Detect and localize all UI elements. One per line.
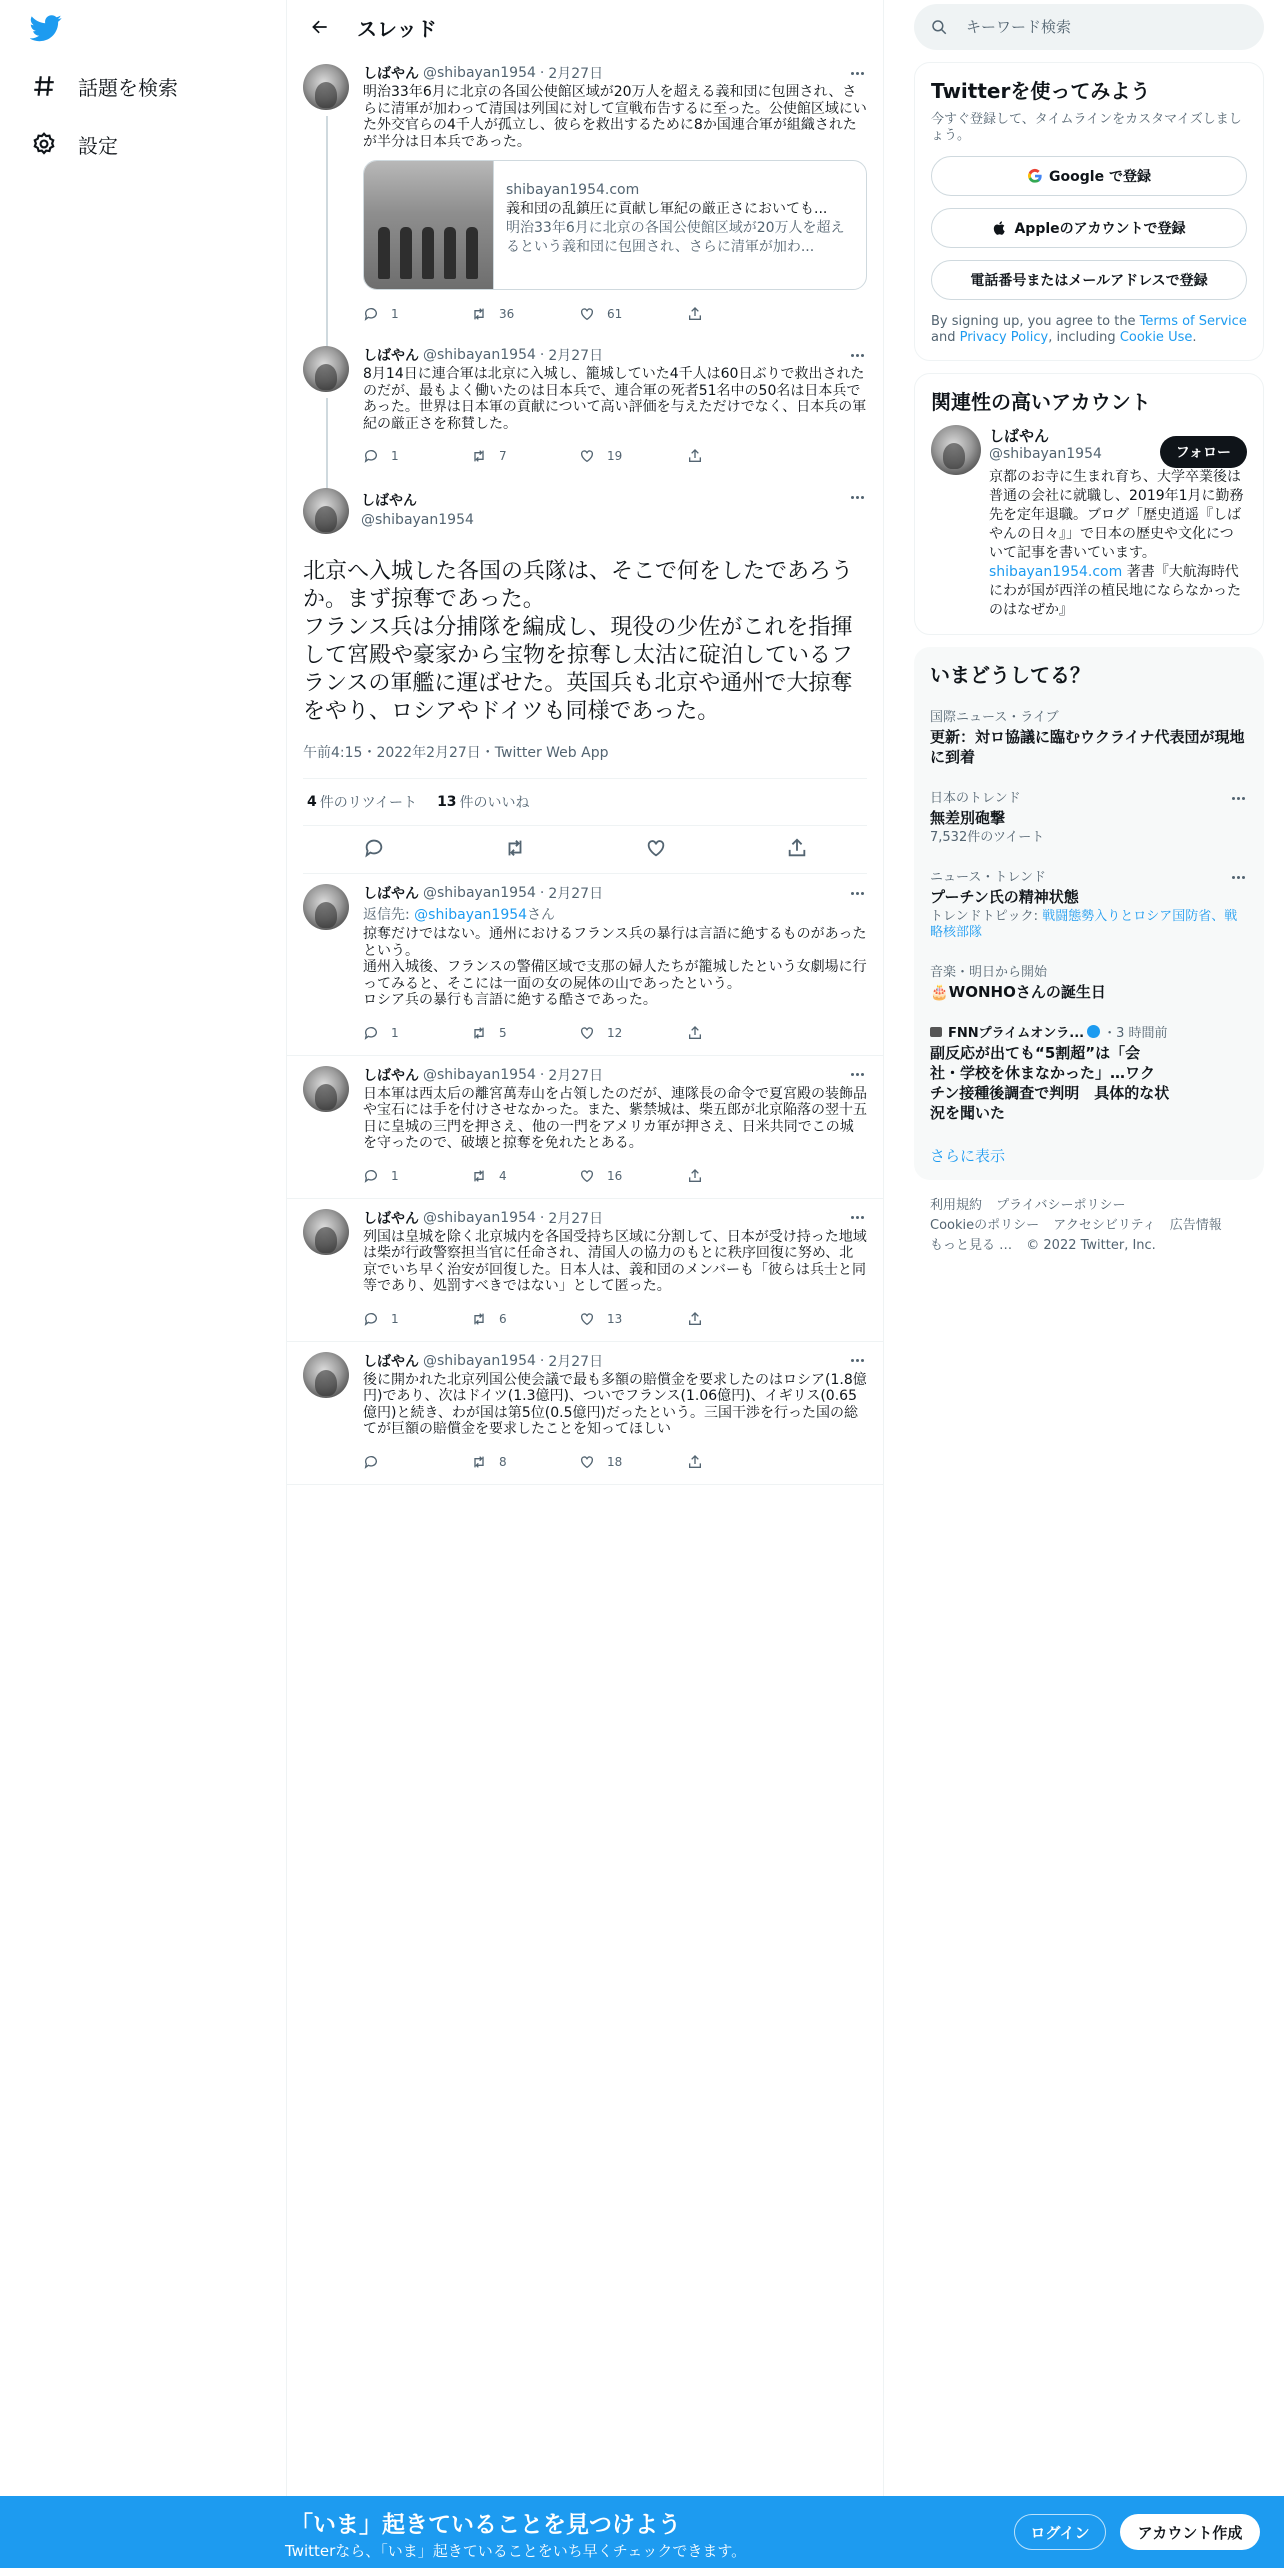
right-sidebar bbox=[914, 0, 1264, 1256]
heart-icon bbox=[579, 448, 595, 464]
share-button[interactable] bbox=[687, 1168, 717, 1184]
footer-link[interactable]: プライバシーポリシー bbox=[996, 1198, 1126, 1213]
footer-link[interactable]: 利用規約 bbox=[930, 1198, 983, 1213]
google-icon bbox=[1027, 168, 1043, 184]
reply-button[interactable] bbox=[363, 1168, 471, 1184]
avatar[interactable] bbox=[303, 1066, 349, 1112]
share-icon bbox=[687, 1025, 703, 1041]
page-title: スレッド bbox=[357, 16, 437, 41]
tweet-text: 明治33年6月に北京の各国公使館区域が20万人を超える義和団に包囲され、さらに清軍が加わって清国は列国に対して宣戦布告するに至った。公使館区域にいた外交官らの4千人が孤立し、彼らを救出するために8か国連合軍が組織されたが半分は日本兵であった。 bbox=[363, 84, 867, 150]
author-name[interactable]: しばやん bbox=[363, 886, 419, 902]
more-options-icon[interactable] bbox=[847, 1066, 867, 1084]
footer-link[interactable]: 広告情報 bbox=[1169, 1218, 1222, 1233]
nav-explore-label: 話題を検索 bbox=[78, 75, 178, 100]
tweet-date[interactable]: 2月27日 bbox=[548, 348, 604, 364]
more-options-icon[interactable] bbox=[847, 488, 867, 506]
fnn-logo-icon bbox=[930, 1027, 942, 1037]
tweet-timestamp[interactable]: 午前4:15・2022年2月27日・Twitter Web App bbox=[303, 745, 609, 761]
like-button[interactable] bbox=[579, 1454, 687, 1470]
card-thumbnail bbox=[364, 161, 494, 290]
apple-signup-button[interactable] bbox=[931, 208, 1247, 248]
share-icon bbox=[687, 1454, 703, 1470]
avatar[interactable] bbox=[303, 488, 349, 534]
thread-line bbox=[326, 116, 328, 348]
tweet-date[interactable]: 2月27日 bbox=[548, 1210, 604, 1227]
twitter-bird-icon[interactable] bbox=[30, 12, 66, 48]
retweet-button[interactable] bbox=[471, 1168, 579, 1184]
share-button[interactable] bbox=[687, 306, 717, 322]
retweet-icon bbox=[471, 1454, 487, 1470]
account-bio: 京都のお寺に生まれ育ち、大学卒業後は普通の会社に就職し、2019年1月に勤務先を定年退職。ブログ「歴史逍遥『しばやんの日々』」で日本の歴史や文化について記事を書いています。shibayan1954.com 著書『大航海時代にわが国が西洋の植民地にならなかったのはなぜか』 bbox=[989, 469, 1244, 618]
author-handle[interactable]: @shibayan1954 bbox=[423, 65, 536, 81]
author-handle[interactable]: @shibayan1954 bbox=[423, 885, 536, 901]
author-name[interactable]: しばやん bbox=[363, 1353, 419, 1370]
create-account-button[interactable]: アカウント作成 bbox=[1120, 2514, 1260, 2550]
apple-icon bbox=[992, 220, 1008, 236]
reply-icon bbox=[363, 1025, 379, 1041]
news-item[interactable]: FNNプライムオンラ... ・3 時間前 副反応が出ても“5割超”は「会社・学校を休まなかった」…ワクチン接種後調査で判明 具体的な状況を聞いた bbox=[930, 1026, 1170, 1122]
gear-icon bbox=[30, 130, 58, 158]
avatar[interactable] bbox=[931, 425, 981, 475]
related-accounts-panel bbox=[914, 373, 1264, 635]
tweet[interactable]: しばやん @shibayan1954 · 2月27日 明治33年6月に北京の各国公使館区域が20万人を超える義和団に包囲され、さらに清軍が加わって清国は列国に対して宣戦布告するに至った。公使館区域にいた外交官らの4千人が孤立し、彼らを救出するために8か国連合軍が組織されたが半分は日本兵であった。 shibayan1954.com 義和団の乱鎮圧に貢献し軍紀の厳正さにおいても... 明治33年6月に北京の各国公使館区域が20万人を超えるという義和団に包囲され、さらに清軍が加わ... 1 36 61 bbox=[287, 54, 883, 336]
signup-panel bbox=[914, 62, 1264, 361]
google-signup-button[interactable] bbox=[931, 156, 1247, 196]
like-button[interactable] bbox=[579, 1168, 687, 1184]
retweet-icon bbox=[471, 306, 487, 322]
more-options-icon[interactable] bbox=[847, 64, 867, 82]
author-handle[interactable]: @shibayan1954 bbox=[423, 1209, 536, 1226]
nav-settings[interactable] bbox=[30, 122, 118, 166]
reply-icon bbox=[363, 306, 379, 322]
left-nav bbox=[0, 0, 286, 2568]
more-options-icon[interactable] bbox=[1228, 868, 1248, 886]
reply-icon[interactable] bbox=[363, 837, 385, 863]
share-button[interactable] bbox=[687, 1025, 717, 1041]
reply-to-link[interactable]: @shibayan1954 bbox=[414, 907, 528, 923]
avatar[interactable] bbox=[303, 1352, 349, 1398]
share-button[interactable] bbox=[687, 1454, 717, 1470]
search-icon bbox=[930, 18, 948, 36]
author-handle[interactable]: @shibayan1954 bbox=[361, 512, 474, 528]
tweet[interactable]: しばやん @shibayan1954 · 2月27日 日本軍は西太后の離宮萬寿山を占領したのだが、連隊長の命令で夏宮殿の装飾品や宝石には手を付けさせなかった。また、紫禁城は、柴五郎が北京陥落の翌十五日に皇城の三門を押さえ、他の一門をアメリカ軍が押さえ、日米共同でこの城を守ったので、破壊と掠奪を免れたとある。 1 4 16 bbox=[287, 1056, 883, 1199]
bottombar-title: 「いま」起きていることを見つけよう bbox=[290, 2512, 681, 2538]
retweet-total[interactable]: 4 bbox=[307, 794, 317, 810]
author-name[interactable]: しばやん bbox=[363, 348, 419, 364]
retweet-button[interactable] bbox=[471, 1025, 579, 1041]
tweet-text: 後に開かれた北京列国公使会議で最も多額の賠償金を要求したのはロシア(1.8億円)であり、次はドイツ(1.3億円)、ついでフランス(1.06億円)、イギリス(0.65億円)と続き、わが国は第5位(0.5億円)だったという。三国干渉を行った国の総てが巨額の賠償金を要求したことを知ってほしい bbox=[363, 1371, 867, 1437]
tweet-date[interactable]: 2月27日 bbox=[548, 1067, 604, 1084]
phone-email-signup-button[interactable] bbox=[931, 260, 1247, 300]
footer-link[interactable]: Cookieのポリシー bbox=[930, 1218, 1040, 1233]
share-button[interactable] bbox=[687, 448, 717, 464]
tweet[interactable]: しばやん @shibayan1954 · 2月27日 列国は皇城を除く北京城内を各国受持ち区域に分割して、日本が受け持った地域は柴が行政警察担当官に任命され、清国人の協力のもとに秩序回復に努め、北京でいち早く治安が回復した。日本人は、義和団のメンバーも「彼らは兵士と同等であり、処罰すべきではない」として匿った。 1 6 13 bbox=[287, 1199, 883, 1342]
share-icon bbox=[687, 1311, 703, 1327]
copyright: © 2022 Twitter, Inc. bbox=[1026, 1238, 1156, 1253]
more-options-icon[interactable] bbox=[847, 346, 867, 364]
trends-title: いまどうしてる？ bbox=[930, 663, 1090, 687]
retweet-count: 8 bbox=[499, 1454, 507, 1469]
trend-item[interactable]: 日本のトレンド 無差別砲撃 7,532件のツイート bbox=[930, 777, 1248, 856]
retweet-count: 4 bbox=[499, 1168, 507, 1183]
trend-topic-link[interactable]: 戦闘態勢入りとロシア国防省、戦略核部隊 bbox=[930, 909, 1238, 940]
signup-title: Twitterを使ってみよう bbox=[931, 79, 1151, 103]
heart-icon bbox=[579, 306, 595, 322]
like-button[interactable] bbox=[579, 448, 687, 464]
like-button[interactable] bbox=[579, 1025, 687, 1041]
reply-button[interactable] bbox=[363, 306, 471, 322]
footer-links bbox=[914, 1180, 1264, 1256]
focused-tweet bbox=[287, 478, 883, 874]
search-box[interactable] bbox=[914, 4, 1264, 50]
author-handle[interactable]: @shibayan1954 bbox=[423, 1352, 536, 1369]
more-options-icon[interactable] bbox=[847, 1209, 867, 1227]
reply-icon bbox=[363, 1454, 379, 1470]
retweet-count: 36 bbox=[499, 307, 515, 321]
like-count: 61 bbox=[607, 307, 623, 321]
like-count: 18 bbox=[607, 1454, 623, 1469]
like-count: 16 bbox=[607, 1168, 623, 1183]
privacy-link[interactable]: Privacy Policy bbox=[959, 330, 1049, 345]
more-options-icon[interactable] bbox=[847, 884, 867, 902]
like-count: 12 bbox=[607, 1025, 623, 1040]
author-handle[interactable]: @shibayan1954 bbox=[423, 1066, 536, 1083]
retweet-icon bbox=[471, 1311, 487, 1327]
author-handle[interactable]: @shibayan1954 bbox=[423, 347, 536, 363]
share-icon[interactable] bbox=[786, 837, 808, 863]
reply-count: 1 bbox=[391, 449, 399, 463]
like-total[interactable]: 13 bbox=[437, 794, 457, 810]
heart-icon bbox=[579, 1168, 595, 1184]
follow-button[interactable]: フォロー bbox=[1160, 436, 1247, 468]
avatar[interactable] bbox=[303, 884, 349, 930]
retweet-icon bbox=[471, 448, 487, 464]
reply-button[interactable] bbox=[363, 1025, 471, 1041]
nav-settings-label: 設定 bbox=[78, 133, 118, 158]
retweet-icon bbox=[471, 1025, 487, 1041]
signup-terms: By signing up, you agree to the Terms of Service and Privacy Policy, including Cookie Use. bbox=[931, 314, 1247, 345]
avatar[interactable] bbox=[303, 64, 349, 110]
tweet-date[interactable]: 2月27日 bbox=[548, 1353, 604, 1370]
focused-actions bbox=[303, 826, 867, 874]
apple-signup-label: Appleのアカウントで登録 bbox=[1014, 221, 1186, 237]
avatar[interactable] bbox=[303, 346, 349, 392]
reply-button[interactable] bbox=[363, 1454, 471, 1470]
back-button[interactable] bbox=[303, 10, 337, 44]
search-input[interactable] bbox=[966, 18, 1226, 36]
author-name[interactable]: しばやん bbox=[361, 493, 417, 509]
card-title: 義和団の乱鎮圧に貢献し軍紀の厳正さにおいても... bbox=[506, 201, 828, 217]
terms-link[interactable]: Terms of Service bbox=[1139, 314, 1247, 329]
show-more-link[interactable]: さらに表示 bbox=[930, 1147, 1006, 1165]
reply-context: 返信先: @shibayan1954さん bbox=[363, 907, 556, 923]
hashtag-icon bbox=[30, 72, 58, 100]
trend-item[interactable]: ニュース・トレンド プーチン氏の精神状態 トレンドトピック: 戦闘態勢入りとロシア国防省、戦略核部隊 bbox=[930, 856, 1248, 951]
tweet[interactable]: しばやん @shibayan1954 · 2月27日 8月14日に連合軍は北京に入城し、籠城していた4千人は60日ぶりで救出されたのだが、最もよく働いたのは日本兵で、連合軍の死者51名中の50名は日本兵であった。世界は日本軍の貢献について高い評価を与えただけでなく、日本兵の軍紀の厳正さを称賛した。 1 7 19 bbox=[287, 336, 883, 478]
verified-icon bbox=[1087, 1025, 1100, 1038]
thread-line bbox=[326, 398, 328, 490]
tweet-date[interactable]: 2月27日 bbox=[548, 66, 604, 82]
reply-count: 1 bbox=[391, 1311, 399, 1326]
tweet-stats: 4 件のリツイート 13 件のいいね bbox=[303, 778, 867, 826]
heart-icon[interactable] bbox=[645, 837, 667, 863]
card-domain: shibayan1954.com bbox=[506, 182, 640, 198]
footer-link[interactable]: アクセシビリティ bbox=[1053, 1218, 1156, 1233]
trend-item[interactable]: 国際ニュース・ライブ 更新：対ロ協議に臨むウクライナ代表団が現地に到着 bbox=[930, 710, 1245, 766]
account-handle[interactable]: @shibayan1954 bbox=[989, 446, 1102, 462]
author-name[interactable]: しばやん bbox=[363, 1210, 419, 1227]
reply-count: 1 bbox=[391, 1168, 399, 1183]
retweet-button[interactable] bbox=[471, 448, 579, 464]
avatar[interactable] bbox=[303, 1209, 349, 1255]
share-icon bbox=[687, 306, 703, 322]
main-column bbox=[286, 0, 884, 2500]
trend-item[interactable]: 音楽・明日から開始 🎂WONHOさんの誕生日 bbox=[930, 965, 1106, 1001]
retweet-button[interactable] bbox=[471, 1311, 579, 1327]
like-count: 13 bbox=[607, 1311, 623, 1326]
footer-link[interactable]: もっと見る … bbox=[930, 1238, 1013, 1253]
google-signup-label: Google で登録 bbox=[1049, 169, 1151, 185]
retweet-count: 7 bbox=[499, 449, 507, 463]
like-button[interactable] bbox=[579, 306, 687, 322]
focused-tweet-text: 北京へ入城した各国の兵隊は、そこで何をしたであろうか。まず掠奪であった。 フランス兵は分捕隊を編成し、現役の少佐がこれを指揮して宮殿や豪家から宝物を掠奪し太沽に碇泊しているフランスの軍艦に運ばせた。英国兵も北京や通州で大掠奪をやり、ロシアやドイツも同様であった。 bbox=[303, 559, 854, 724]
phone-signup-label: 電話番号またはメールアドレスで登録 bbox=[970, 273, 1208, 289]
retweet-count: 6 bbox=[499, 1311, 507, 1326]
reply-count: 1 bbox=[391, 1025, 399, 1040]
like-count: 19 bbox=[607, 449, 623, 463]
nav-explore[interactable] bbox=[30, 64, 178, 108]
share-icon bbox=[687, 448, 703, 464]
reply-icon bbox=[363, 1311, 379, 1327]
tweet-text: 8月14日に連合軍は北京に入城し、籠城していた4千人は60日ぶりで救出されたのだが、最もよく働いたのは日本兵で、連合軍の死者51名中の50名は日本兵であった。世界は日本軍の貢献について高い評価を与えただけでなく、日本兵の軍紀の厳正さを称賛した。 bbox=[363, 366, 867, 432]
reply-count: 1 bbox=[391, 307, 399, 321]
heart-icon bbox=[579, 1454, 595, 1470]
card-description: 明治33年6月に北京の各国公使館区域が20万人を超えるという義和団に包囲され、さらに清軍が加わ... bbox=[506, 220, 845, 255]
link-card[interactable] bbox=[363, 160, 867, 290]
retweet-count: 5 bbox=[499, 1025, 507, 1040]
reply-button[interactable] bbox=[363, 448, 471, 464]
login-button[interactable]: ログイン bbox=[1014, 2514, 1106, 2550]
bottom-signup-bar bbox=[0, 2496, 1284, 2568]
bottombar-subtitle: Twitterなら、「いま」起きていることをいち早くチェックできます。 bbox=[285, 2542, 747, 2560]
heart-icon bbox=[579, 1025, 595, 1041]
related-title: 関連性の高いアカウント bbox=[931, 390, 1151, 414]
tweet-date[interactable]: 2月27日 bbox=[548, 886, 604, 902]
account-name[interactable]: しばやん bbox=[989, 427, 1050, 445]
share-icon bbox=[687, 1168, 703, 1184]
more-options-icon[interactable] bbox=[847, 1352, 867, 1370]
share-button[interactable] bbox=[687, 1311, 717, 1327]
more-options-icon[interactable] bbox=[1228, 789, 1248, 807]
tweet[interactable]: しばやん @shibayan1954 · 2月27日 後に開かれた北京列国公使会議で最も多額の賠償金を要求したのはロシア(1.8億円)であり、次はドイツ(1.3億円)、ついでフランス(1.06億円)、イギリス(0.65億円)と続き、わが国は第5位(0.5億円)だったという。三国干渉を行った国の総てが巨額の賠償金を要求したことを知ってほしい 8 18 bbox=[287, 1342, 883, 1485]
author-name[interactable]: しばやん bbox=[363, 1067, 419, 1084]
like-button[interactable] bbox=[579, 1311, 687, 1327]
heart-icon bbox=[579, 1311, 595, 1327]
reply-icon bbox=[363, 448, 379, 464]
signup-subtitle: 今すぐ登録して、タイムラインをカスタマイズしましょう。 bbox=[931, 112, 1242, 143]
trends-panel bbox=[914, 647, 1264, 1180]
tweet[interactable]: しばやん @shibayan1954 · 2月27日 返信先: @shibayan1954さん 掠奪だけではない。通州におけるフランス兵の暴行は言語に絶するものがあったという。 通州入城後、フランスの警備区域で支那の婦人たちが籠城したという女劇場に行ってみると、そこには一面の女の屍体の山であったという。 ロシア兵の暴行も言語に絶する酷さであった。 1 5 12 bbox=[287, 874, 883, 1056]
author-name[interactable]: しばやん bbox=[363, 66, 419, 82]
tweet-text: 掠奪だけではない。通州におけるフランス兵の暴行は言語に絶するものがあったという。 通州入城後、フランスの警備区域で支那の婦人たちが籠城したという女劇場に行ってみると、そこには一面の女の屍体の山であったという。 ロシア兵の暴行も言語に絶する酷さであった。 bbox=[363, 926, 867, 1008]
tweet-text: 列国は皇城を除く北京城内を各国受持ち区域に分割して、日本が受け持った地域は柴が行政警察担当官に任命され、清国人の協力のもとに秩序回復に努め、北京でいち早く治安が回復した。日本人は、義和団のメンバーも「彼らは兵士と同等であり、処罰すべきではない」として匿った。 bbox=[363, 1228, 867, 1294]
retweet-icon[interactable] bbox=[504, 837, 526, 863]
reply-icon bbox=[363, 1168, 379, 1184]
reply-button[interactable] bbox=[363, 1311, 471, 1327]
thread-header bbox=[287, 0, 883, 54]
bio-link[interactable]: shibayan1954.com bbox=[989, 564, 1123, 580]
retweet-button[interactable] bbox=[471, 306, 579, 322]
retweet-button[interactable] bbox=[471, 1454, 579, 1470]
cookie-link[interactable]: Cookie Use bbox=[1119, 330, 1193, 345]
retweet-icon bbox=[471, 1168, 487, 1184]
tweet-text: 日本軍は西太后の離宮萬寿山を占領したのだが、連隊長の命令で夏宮殿の装飾品や宝石には手を付けさせなかった。また、紫禁城は、柴五郎が北京陥落の翌十五日に皇城の三門を押さえ、他の一門をアメリカ軍が押さえ、日米共同でこの城を守ったので、破壊と掠奪を免れたとある。 bbox=[363, 1085, 867, 1151]
